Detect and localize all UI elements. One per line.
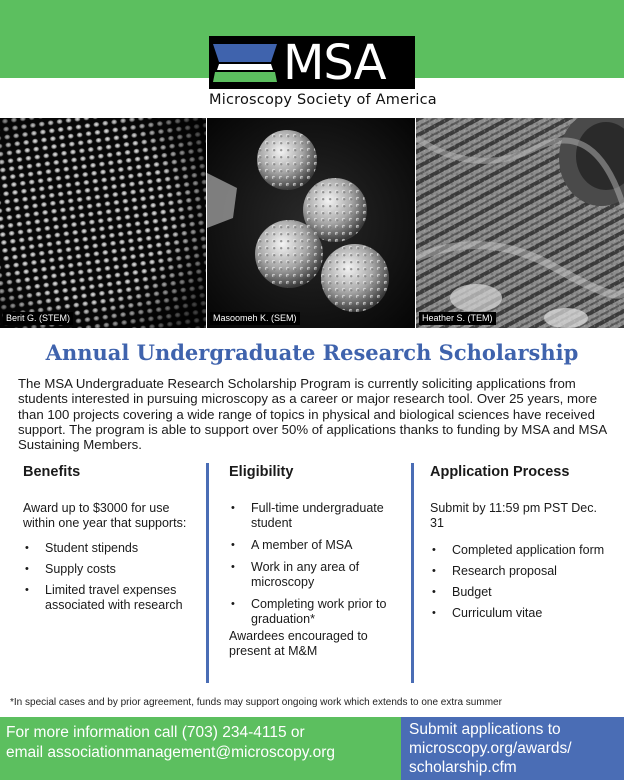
msa-emblem-icon xyxy=(213,42,277,86)
logo-box xyxy=(209,36,415,89)
photo-caption-stem: Berit G. (STEM) xyxy=(3,312,73,325)
list-item: • Budget xyxy=(430,585,610,600)
application-list xyxy=(430,543,610,621)
list-item: • Student stipends xyxy=(23,541,203,556)
benefits-list xyxy=(23,541,203,613)
contact-banner xyxy=(0,717,401,780)
list-item: • Limited travel expenses associated with research xyxy=(23,583,203,613)
benefits-text: Award up to $3000 for use within one year that supports: xyxy=(23,501,187,530)
page-title: Annual Undergraduate Research Scholarship xyxy=(45,340,579,365)
photo-caption-tem: Heather S. (TEM) xyxy=(419,312,496,325)
footnote: *In special cases and by prior agreement, funds may support ongoing work which extends to one extra summer xyxy=(10,697,502,708)
eligibility-note: Awardees encouraged to present at M&M xyxy=(229,629,368,658)
eligibility-column xyxy=(229,463,404,659)
eligibility-heading: Eligibility xyxy=(229,464,294,480)
stem-image xyxy=(0,118,206,328)
benefits-heading: Benefits xyxy=(23,464,81,480)
list-item: • Curriculum vitae xyxy=(430,606,610,621)
micrograph-strip xyxy=(0,118,624,328)
list-item: • Completing work prior to graduation* xyxy=(229,597,404,627)
submit-line-3: scholarship.cfm xyxy=(409,759,517,776)
list-item: • Work in any area of microscopy xyxy=(229,560,404,590)
msa-logo xyxy=(209,35,437,116)
column-divider xyxy=(206,463,209,683)
sem-micrograph xyxy=(207,118,415,328)
contact-line-2: email associationmanagement@microscopy.org xyxy=(6,744,336,761)
list-item: • Research proposal xyxy=(430,564,610,579)
submit-banner xyxy=(401,717,624,780)
list-item: • A member of MSA xyxy=(229,538,404,553)
tem-micrograph xyxy=(416,118,624,328)
application-heading: Application Process xyxy=(430,464,570,480)
logo-letters: MSA xyxy=(283,35,386,91)
list-item: • Completed application form xyxy=(430,543,610,558)
benefits-column xyxy=(23,463,203,613)
column-divider xyxy=(411,463,414,683)
contact-line-1: For more information call (703) 234-4115 or xyxy=(6,724,305,741)
photo-caption-sem: Masoomeh K. (SEM) xyxy=(210,312,300,325)
list-item: • Supply costs xyxy=(23,562,203,577)
submit-line-2: microscopy.org/awards/ xyxy=(409,740,572,757)
tem-image xyxy=(416,118,624,328)
sem-image xyxy=(207,118,415,328)
list-item: • Full-time undergraduate student xyxy=(229,501,404,531)
submit-line-1: Submit applications to xyxy=(409,721,561,738)
application-text: Submit by 11:59 pm PST Dec. 31 xyxy=(430,501,597,530)
application-column xyxy=(430,463,610,621)
eligibility-list xyxy=(229,501,404,627)
stem-micrograph xyxy=(0,118,206,328)
logo-subtitle: Microscopy Society of America xyxy=(209,92,437,108)
intro-paragraph: The MSA Undergraduate Research Scholarship Program is currently soliciting applications from students interested in pursuing microscopy as a career or major research tool. Over 25 years, more than 100 projects covering a wide range of topics in physical and biological sciences have received support. The program is able to support over 50% of applications thanks to funding by MSA and MSA Sustaining Members. xyxy=(18,376,607,453)
